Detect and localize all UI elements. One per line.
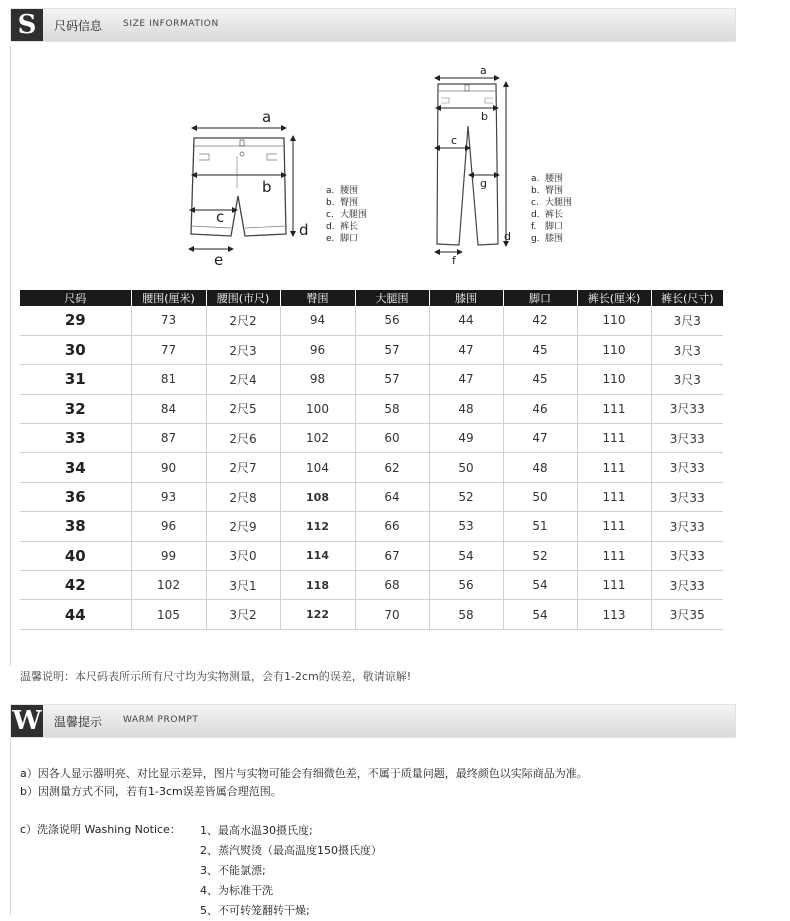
- table-cell: 90: [131, 453, 206, 482]
- table-cell: 111: [577, 453, 651, 482]
- table-row: [20, 512, 723, 541]
- table-cell: 58: [355, 394, 429, 423]
- section-title-cn: 温馨提示: [54, 715, 103, 729]
- table-cell: 100: [280, 394, 355, 423]
- prompt-c: c）洗涤说明 Washing Notice：: [20, 823, 181, 836]
- size-cell: 34: [20, 453, 131, 482]
- table-cell: 3尺2: [206, 600, 280, 629]
- pants-label-d: d: [504, 230, 511, 243]
- shorts-label-a: a: [262, 108, 272, 126]
- table-cell: 2尺3: [206, 335, 280, 364]
- table-row: [20, 600, 723, 629]
- shorts-label-e: e: [214, 251, 224, 268]
- table-cell: 99: [131, 541, 206, 570]
- size-cell: 32: [20, 394, 131, 423]
- table-cell: 44: [429, 306, 503, 335]
- table-row: [20, 335, 723, 364]
- table-row: [20, 394, 723, 423]
- wash-item: 3、不能氯漂;: [200, 864, 266, 877]
- table-cell: 3尺35: [651, 600, 723, 629]
- table-cell: 77: [131, 335, 206, 364]
- table-row: [20, 424, 723, 453]
- table-cell: 93: [131, 482, 206, 511]
- table-cell: 47: [429, 335, 503, 364]
- table-cell: 94: [280, 306, 355, 335]
- table-row: [20, 541, 723, 570]
- table-cell: 114: [280, 541, 355, 570]
- table-cell: 110: [577, 306, 651, 335]
- legend-item: f. 脚口: [531, 222, 564, 232]
- table-cell: 113: [577, 600, 651, 629]
- table-cell: 45: [503, 335, 577, 364]
- table-header-cell: 脚口: [503, 290, 577, 306]
- table-cell: 68: [355, 571, 429, 600]
- wash-item: 2、蒸汽熨烫（最高温度150摄氏度）: [200, 844, 382, 857]
- table-cell: 51: [503, 512, 577, 541]
- table-cell: 3尺0: [206, 541, 280, 570]
- shorts-label-c: c: [216, 208, 225, 226]
- table-cell: 2尺7: [206, 453, 280, 482]
- legend-item: c. 大腿围: [326, 210, 368, 220]
- wash-item: 5、不可转笼翻转干燥;: [200, 904, 310, 917]
- prompt-b: b）因测量方式不同，若有1-3cm误差皆属合理范围。: [20, 785, 282, 798]
- pants-label-c: c: [451, 134, 458, 147]
- table-row: [20, 365, 723, 394]
- table-header-cell: 大腿围: [355, 290, 429, 306]
- table-header-cell: 臀围: [280, 290, 355, 306]
- table-cell: 48: [503, 453, 577, 482]
- legend-item: c. 大腿围: [531, 198, 573, 208]
- table-cell: 102: [280, 424, 355, 453]
- table-row: [20, 571, 723, 600]
- size-cell: 33: [20, 424, 131, 453]
- table-cell: 3尺33: [651, 571, 723, 600]
- size-cell: 38: [20, 512, 131, 541]
- table-cell: 111: [577, 512, 651, 541]
- table-cell: 54: [429, 541, 503, 570]
- table-cell: 111: [577, 482, 651, 511]
- wash-item: 1、最高水温30摄氏度;: [200, 824, 313, 837]
- legend-item: g. 膝围: [531, 234, 564, 244]
- table-cell: 57: [355, 335, 429, 364]
- table-cell: 3尺3: [651, 335, 723, 364]
- table-header-row: [20, 290, 723, 306]
- size-cell: 42: [20, 571, 131, 600]
- section-title-cn: 尺码信息: [54, 19, 103, 33]
- table-cell: 66: [355, 512, 429, 541]
- table-cell: 84: [131, 394, 206, 423]
- shorts-label-b: b: [262, 178, 272, 196]
- legend-item: a. 腰围: [326, 186, 359, 196]
- table-row: [20, 453, 723, 482]
- table-cell: 2尺4: [206, 365, 280, 394]
- legend-item: b. 臀围: [326, 198, 359, 208]
- table-cell: 105: [131, 600, 206, 629]
- size-section-header: [10, 8, 736, 42]
- table-cell: 58: [429, 600, 503, 629]
- size-cell: 40: [20, 541, 131, 570]
- table-cell: 96: [131, 512, 206, 541]
- size-cell: 29: [20, 306, 131, 335]
- table-cell: 50: [429, 453, 503, 482]
- shorts-label-d: d: [299, 221, 309, 239]
- table-cell: 50: [503, 482, 577, 511]
- table-cell: 73: [131, 306, 206, 335]
- table-cell: 57: [355, 365, 429, 394]
- size-cell: 44: [20, 600, 131, 629]
- table-cell: 54: [503, 571, 577, 600]
- table-header-cell: 裤长(厘米): [577, 290, 651, 306]
- table-cell: 2尺6: [206, 424, 280, 453]
- wash-item: 4、为标准干洗: [200, 884, 273, 897]
- prompt-a: a）因各人显示器明亮、对比显示差异，图片与实物可能会有细微色差，不属于质量问题，最终颜色以实际商品为准。: [20, 767, 588, 780]
- table-cell: 108: [280, 482, 355, 511]
- table-cell: 70: [355, 600, 429, 629]
- table-cell: 3尺33: [651, 541, 723, 570]
- table-cell: 52: [503, 541, 577, 570]
- table-cell: 112: [280, 512, 355, 541]
- table-cell: 54: [503, 600, 577, 629]
- table-cell: 96: [280, 335, 355, 364]
- warm-section-header: [10, 704, 736, 738]
- pants-label-f: f: [452, 254, 456, 267]
- size-cell: 31: [20, 365, 131, 394]
- legend-item: d. 裤长: [531, 210, 564, 220]
- legend-item: b. 臀围: [531, 186, 564, 196]
- table-cell: 110: [577, 365, 651, 394]
- pants-label-b: b: [481, 110, 488, 123]
- table-cell: 60: [355, 424, 429, 453]
- table-cell: 45: [503, 365, 577, 394]
- wash-list: [200, 821, 382, 921]
- table-header-cell: 膝围: [429, 290, 503, 306]
- table-cell: 3尺33: [651, 512, 723, 541]
- table-cell: 3尺3: [651, 306, 723, 335]
- section-title-en: WARM PROMPT: [123, 715, 199, 725]
- table-header-cell: 腰围(厘米): [131, 290, 206, 306]
- size-cell: 36: [20, 482, 131, 511]
- table-cell: 62: [355, 453, 429, 482]
- pants-diagram: [428, 62, 523, 267]
- shorts-legend: [326, 185, 367, 245]
- table-cell: 49: [429, 424, 503, 453]
- table-cell: 46: [503, 394, 577, 423]
- table-cell: 102: [131, 571, 206, 600]
- table-cell: 56: [355, 306, 429, 335]
- measurement-note: 温馨说明：本尺码表所示所有尺寸均为实物测量，会有1-2cm的误差，敬请谅解!: [20, 670, 412, 683]
- table-cell: 118: [280, 571, 355, 600]
- pants-label-g: g: [480, 177, 487, 190]
- table-row: [20, 482, 723, 511]
- table-cell: 56: [429, 571, 503, 600]
- table-cell: 3尺33: [651, 482, 723, 511]
- table-cell: 48: [429, 394, 503, 423]
- table-cell: 2尺2: [206, 306, 280, 335]
- table-cell: 110: [577, 335, 651, 364]
- size-cell: 30: [20, 335, 131, 364]
- table-cell: 3尺33: [651, 394, 723, 423]
- table-row: [20, 306, 723, 335]
- pants-label-a: a: [480, 64, 487, 77]
- table-cell: 111: [577, 424, 651, 453]
- shorts-diagram: [185, 108, 320, 268]
- table-cell: 47: [503, 424, 577, 453]
- table-cell: 64: [355, 482, 429, 511]
- table-cell: 122: [280, 600, 355, 629]
- table-cell: 52: [429, 482, 503, 511]
- table-cell: 111: [577, 541, 651, 570]
- table-cell: 3尺3: [651, 365, 723, 394]
- legend-item: d. 裤长: [326, 222, 359, 232]
- table-cell: 47: [429, 365, 503, 394]
- table-cell: 87: [131, 424, 206, 453]
- table-header-cell: 尺码: [20, 290, 131, 306]
- table-cell: 2尺5: [206, 394, 280, 423]
- table-cell: 67: [355, 541, 429, 570]
- size-table: [20, 290, 723, 630]
- table-cell: 104: [280, 453, 355, 482]
- table-cell: 111: [577, 571, 651, 600]
- table-cell: 53: [429, 512, 503, 541]
- table-cell: 2尺9: [206, 512, 280, 541]
- table-cell: 3尺33: [651, 453, 723, 482]
- section-logo-w: W: [12, 706, 42, 736]
- pants-legend: [531, 173, 572, 245]
- table-cell: 2尺8: [206, 482, 280, 511]
- table-cell: 98: [280, 365, 355, 394]
- table-cell: 42: [503, 306, 577, 335]
- table-header-cell: 裤长(尺寸): [651, 290, 723, 306]
- section-logo-s: S: [11, 9, 43, 41]
- section-title-en: SIZE INFORMATION: [123, 19, 219, 29]
- table-cell: 3尺1: [206, 571, 280, 600]
- legend-item: e. 脚口: [326, 234, 359, 244]
- table-header-cell: 腰围(市尺): [206, 290, 280, 306]
- legend-item: a. 腰围: [531, 174, 564, 184]
- table-cell: 81: [131, 365, 206, 394]
- table-cell: 3尺33: [651, 424, 723, 453]
- table-cell: 111: [577, 394, 651, 423]
